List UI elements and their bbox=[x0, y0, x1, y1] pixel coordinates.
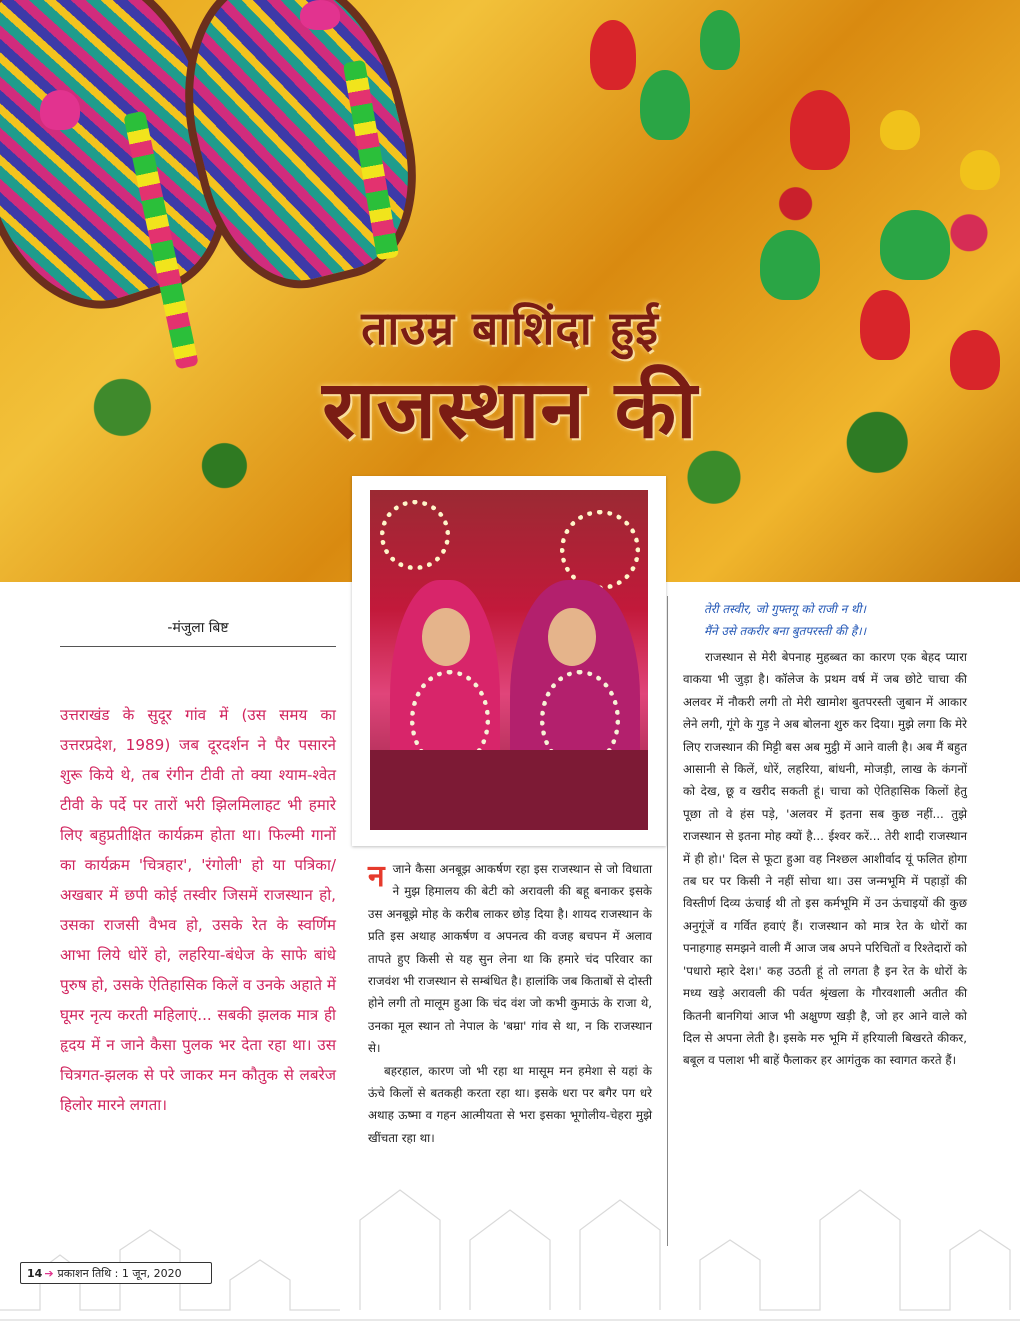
tassel bbox=[880, 210, 950, 280]
women-festival-photo bbox=[370, 490, 648, 830]
paragraph: बहरहाल, कारण जो भी रहा था मासूम मन हमेशा से यहां के ऊंचे किलों से बतकही करता रहा था। इसके धरा पर बगैर पग धरे अथाह ऊष्मा व गहन आत्मीयता से भरा इसका भूगोलीय-चेहरा मुझे खींचता रहा था। bbox=[368, 1063, 652, 1145]
tassel bbox=[790, 90, 850, 170]
tassel bbox=[960, 150, 1000, 190]
tassel bbox=[700, 10, 740, 70]
couplet bbox=[704, 598, 974, 642]
paragraph-text: जाने कैसा अनबूझ आकर्षण रहा इस राजस्थान से जो विधाता ने मुझ हिमालय की बेटी को अरावली की बहू बनाकर इसके उस अनबूझे मोह के करीब लाकर छोड़ दिया है। शायद राजस्थान के प्रति इस अथाह आकर्षण व अपनत्व की वजह बचपन में अलाव तापते हुए किसी से यह सुन लेना था कि हमारे चंद परिवार का राजवंश भी राजस्थान से सम्बंधित है। हालांकि जब किताबों से दोस्ती होने लगी तो मालूम हुआ कि चंद वंश जो कभी कुमाऊं के राजा थे, उनका मूल स्थान तो नेपाल के 'बम्रा' गांव से था, न कि राजस्थान से। bbox=[368, 862, 652, 1056]
middle-column bbox=[368, 858, 652, 1149]
drop-cap: न bbox=[368, 859, 385, 894]
publication-date: प्रकाशन तिथि : 1 जून, 2020 bbox=[57, 1267, 182, 1280]
article-title-line1: ताउम्र बाशिंदा हुई bbox=[361, 301, 659, 355]
right-column-paragraph: राजस्थान से मेरी बेपनाह मुहब्बत का कारण एक बेहद प्यारा वाकया भी जुड़ा है। कॉलेज के प्रथम वर्ष में जब छोटे चाचा की अलवर में नौकरी लगी तो मेरी खामोश बुतपरस्ती जुबान में आकार लेने लगी, गूंगे के गुड़ ने अब बोलना शुरु कर दिया। मुझे लगा कि मेरे लिए राजस्थान की मिट्टी बस अब मुट्ठी में आने वाली है। अब मैं बहुत आसानी से किलें, धोरें, लहरिया, बांधनी, मोजड़ी, लाख के कंगनों को देख, छू व खरीद सकती हूं। चाचा को ऐतिहासिक किलों हेतु पूछा तो वे हंस पड़े, 'अलवर में इतना सब कुछ नहीं... तुझे राजस्थान से इतना मोह क्यों है... ईश्वर करें... तेरी शादी राजस्थान में ही हो।' दिल से फूटा हुआ वह निश्छल आशीर्वाद यूं फलित होगा तब घर पर किसी ने नहीं सोचा था। उस जन्मभूमि में पहाड़ों की विस्तीर्ण दिव्य ऊंचाई थी तो इस कर्मभूमि में उन ऊंचाइयों की कुछ अनुगूंजें व गर्वित हवाएं हैं। राजस्थान को मात्र रेत के धोरों का पनाहगाह समझने वाली मैं आज जब अपने परिचितों व रिश्तेदारों को 'पधारो म्हारे देश।' कह उठती हूं तो लगता है इन रेत के धोरों के मध्य खड़े अरावली की पर्वत श्रृंखला के गौरवशाली अतीत की कितनी बानगियां आज भी अक्षुण्ण खड़ी है, जो हर आने वाले को दिल से अपना लेती है। इसके मरु भूमि में हरियाली बिखरते कीकर, बबूल व पलाश भी बाहें फैलाकर हर आगंतुक का स्वागत करते हैं। bbox=[683, 650, 967, 1068]
couplet-line: तेरी तस्वीर, जो गुफ्तगू को राजी न थी। bbox=[704, 602, 866, 616]
couplet-line: मैंने उसे तकरीर बना बुतपरस्ती की है।। bbox=[704, 624, 867, 638]
pompom bbox=[300, 0, 340, 30]
pompom bbox=[40, 90, 80, 130]
tassel bbox=[760, 230, 820, 300]
tassel bbox=[590, 20, 636, 90]
divider bbox=[60, 646, 336, 647]
photo-frame bbox=[352, 476, 666, 846]
article-title-line2: राजस्थान की bbox=[322, 363, 698, 456]
page-folio bbox=[20, 1262, 212, 1284]
column-divider bbox=[667, 596, 668, 1246]
arrow-icon: ➔ bbox=[44, 1267, 54, 1280]
palace-skyline-watermark bbox=[0, 1160, 1020, 1322]
author-byline: -मंजुला बिष्ट bbox=[167, 620, 229, 636]
tassel bbox=[880, 110, 920, 150]
page-number: 14 bbox=[27, 1267, 43, 1280]
intro-paragraph: उत्तराखंड के सुदूर गांव में (उस समय का उत्तरप्रदेश, 1989) जब दूरदर्शन ने पैर पसारने शुरू किये थे, तब रंगीन टीवी तो क्या श्याम-श्वेत टीवी के पर्दे पर तारों भरी झिलमिलाहट भी हमारे लिए बहुप्रतीक्षित कार्यक्रम होता था। फिल्मी गानों का कार्यक्रम 'चित्रहार', 'रंगोली' हो या पत्रिका/अखबार में छपी कोई तस्वीर जिसमें राजस्थान हो, उसका राजसी वैभव हो, उसके रेत के स्वर्णिम आभा लिये धोरें हो, लहरिया-बंधेज के साफे बांधे पुरुष हो, उसके ऐतिहासिक किलें व उनके अहाते में घूमर नृत्य करती महिलाएं... सबकी झलक मात्र ही हृदय में न जाने कैसा पुलक भर देता रहा था। उस चित्रगत-झलक से परे जाकर मन कौतुक से लबरेज हिलोर मारने लगता। bbox=[60, 706, 336, 1114]
tassel bbox=[640, 70, 690, 140]
paragraph bbox=[368, 858, 652, 1060]
